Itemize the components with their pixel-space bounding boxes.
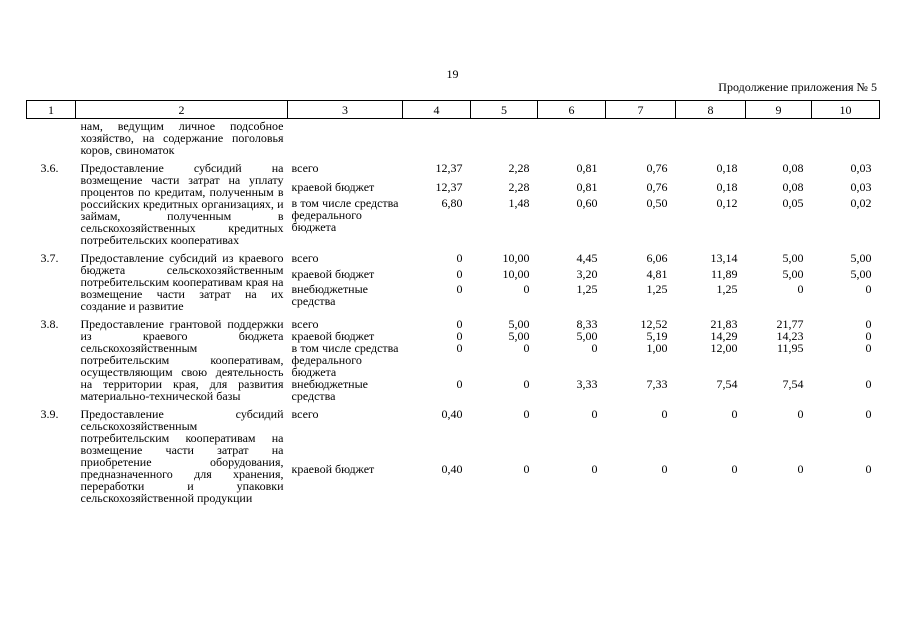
value-cell: 0 (523, 407, 530, 421)
value-cell: 12,37 (435, 161, 463, 175)
value-cell: 21,83 (710, 317, 738, 331)
header-cell: 2 (76, 101, 288, 119)
value-cell: 2,28 (508, 179, 530, 194)
value-cell: 0,50 (646, 195, 668, 210)
value-cell: 7,54 (716, 377, 738, 391)
value-cell: 5,00 (508, 317, 530, 331)
funding-source: в том числе средства федерального бюджета (291, 341, 399, 379)
value-cell: 0 (456, 251, 463, 265)
header-cell: 10 (812, 101, 880, 119)
value-cell: 0,18 (716, 179, 738, 194)
value-cell: 2,28 (508, 161, 530, 175)
value-cell: 12,52 (640, 317, 668, 331)
value-cell: 1,25 (576, 281, 598, 296)
value-cell: 0 (661, 407, 668, 421)
item-number: 3.9. (40, 407, 59, 421)
continuation-title: Продолжение приложения № 5 (718, 80, 877, 94)
value-cell: 5,00 (782, 251, 804, 265)
header-cell: 7 (606, 101, 676, 119)
value-cell: 0 (731, 462, 738, 477)
value-cell: 5,00 (508, 329, 530, 343)
value-cell: 0,40 (441, 462, 463, 477)
item-description: нам, ведущим личное подсобное хозяйство, на содержание поголовья коров, свиноматок (80, 119, 284, 157)
funding-source: всего (291, 407, 319, 421)
value-cell: 0 (456, 329, 463, 343)
value-cell: 0,76 (646, 179, 668, 194)
value-cell: 0 (731, 407, 738, 421)
value-cell: 3,20 (576, 267, 598, 281)
value-cell: 0 (456, 267, 463, 281)
value-cell: 5,00 (782, 267, 804, 281)
value-cell: 0,08 (782, 161, 804, 175)
value-cell: 1,25 (646, 281, 668, 296)
table-row (27, 156, 880, 181)
funding-source: в том числе средства федерального бюджета (291, 195, 399, 234)
item-description: Предоставление субсидий сельскохозяйственным потребительским кооперативам на возмещение части затрат на приобретение оборудования, предназначенного для хранения, переработки и упаковки сельскохозяйственной продукции (80, 407, 284, 505)
value-cell: 0 (523, 281, 530, 296)
item-description: Предоставление грантовой поддержки из краевого бюджета сельскохозяйственным потребительским кооперативам, осуществляющим свою деятельность на территории края, для развития материально-технической базы (80, 317, 284, 403)
value-cell: 12,00 (710, 341, 738, 355)
value-cell: 0 (797, 407, 804, 421)
funding-source: внебюджетные средства (291, 377, 368, 403)
value-cell: 0 (456, 317, 463, 331)
value-cell: 1,00 (646, 341, 668, 355)
page-number: 19 (446, 67, 459, 81)
value-cell: 0,60 (576, 195, 598, 210)
funding-source: всего (291, 251, 319, 265)
value-cell: 0 (591, 462, 598, 477)
value-cell: 4,81 (646, 267, 668, 281)
value-cell: 0 (661, 462, 668, 477)
value-cell: 0 (591, 341, 598, 355)
value-cell: 7,33 (646, 377, 668, 391)
value-cell: 21,77 (776, 317, 804, 331)
item-number: 3.7. (40, 251, 59, 265)
value-cell: 0,02 (850, 195, 872, 210)
value-cell: 0 (523, 377, 530, 391)
table-row (27, 246, 880, 268)
value-cell: 0,08 (782, 179, 804, 194)
value-cell: 0,40 (441, 407, 463, 421)
funding-source: краевой бюджет (291, 267, 375, 281)
item-description: Предоставление субсидий из краевого бюджета сельскохозяйственным потребительским кооперативам края на возмещение части затрат на их создание и развитие (80, 251, 284, 313)
value-cell: 8,33 (576, 317, 598, 331)
value-cell: 0,03 (850, 179, 872, 194)
header-cell: 1 (27, 101, 76, 119)
header-cell: 8 (676, 101, 746, 119)
table-row (27, 119, 880, 157)
value-cell: 0 (865, 317, 872, 331)
value-cell: 14,23 (776, 329, 804, 343)
header-cell: 3 (288, 101, 403, 119)
value-cell: 0 (865, 341, 872, 355)
funding-source: внебюджетные средства (291, 281, 368, 308)
value-cell: 13,14 (710, 251, 738, 265)
value-cell: 0 (865, 407, 872, 421)
value-cell: 1,48 (508, 195, 530, 210)
funding-source: краевой бюджет (291, 462, 375, 477)
funding-source: краевой бюджет (291, 329, 375, 343)
table-row (27, 312, 880, 330)
value-cell: 0 (456, 341, 463, 355)
item-description: Предоставление субсидий на возмещение части затрат на уплату процентов по кредитам, полученным в российских кредитных организациях, и займам, полученным в сельскохозяйственных кредитных потребительских кооперативах (80, 161, 284, 247)
value-cell: 0 (523, 462, 530, 477)
table-header-row (27, 101, 880, 119)
value-cell: 0 (865, 462, 872, 477)
value-cell: 0,03 (850, 161, 872, 175)
value-cell: 5,00 (850, 267, 872, 281)
value-cell: 5,00 (576, 329, 598, 343)
value-cell: 0 (456, 377, 463, 391)
value-cell: 0,81 (576, 161, 598, 175)
value-cell: 6,06 (646, 251, 668, 265)
value-cell: 12,37 (435, 179, 463, 194)
header-cell: 5 (471, 101, 538, 119)
item-number: 3.6. (40, 161, 59, 175)
value-cell: 0,81 (576, 179, 598, 194)
value-cell: 0 (456, 281, 463, 296)
value-cell: 0 (865, 329, 872, 343)
item-number: 3.8. (40, 317, 59, 331)
value-cell: 0 (865, 377, 872, 391)
header-cell: 6 (538, 101, 606, 119)
value-cell: 14,29 (710, 329, 738, 343)
value-cell: 0 (865, 281, 872, 296)
funding-source: краевой бюджет (291, 179, 375, 194)
funding-source: всего (291, 161, 319, 175)
value-cell: 0,05 (782, 195, 804, 210)
header-cell: 9 (746, 101, 812, 119)
value-cell: 7,54 (782, 377, 804, 391)
value-cell: 11,95 (776, 341, 804, 355)
value-cell: 0 (523, 341, 530, 355)
value-cell: 5,00 (850, 251, 872, 265)
value-cell: 0,18 (716, 161, 738, 175)
value-cell: 10,00 (502, 267, 530, 281)
funding-source: всего (291, 317, 319, 331)
value-cell: 0,12 (716, 195, 738, 210)
value-cell: 11,89 (710, 267, 738, 281)
value-cell: 10,00 (502, 251, 530, 265)
value-cell: 0 (797, 462, 804, 477)
value-cell: 0 (797, 281, 804, 296)
value-cell: 4,45 (576, 251, 598, 265)
value-cell: 1,25 (716, 281, 738, 296)
value-cell: 6,80 (441, 195, 463, 210)
value-cell: 3,33 (576, 377, 598, 391)
budget-table (26, 100, 880, 504)
value-cell: 0 (591, 407, 598, 421)
value-cell: 0,76 (646, 161, 668, 175)
table-row (27, 402, 880, 463)
header-cell: 4 (403, 101, 471, 119)
value-cell: 5,19 (646, 329, 668, 343)
